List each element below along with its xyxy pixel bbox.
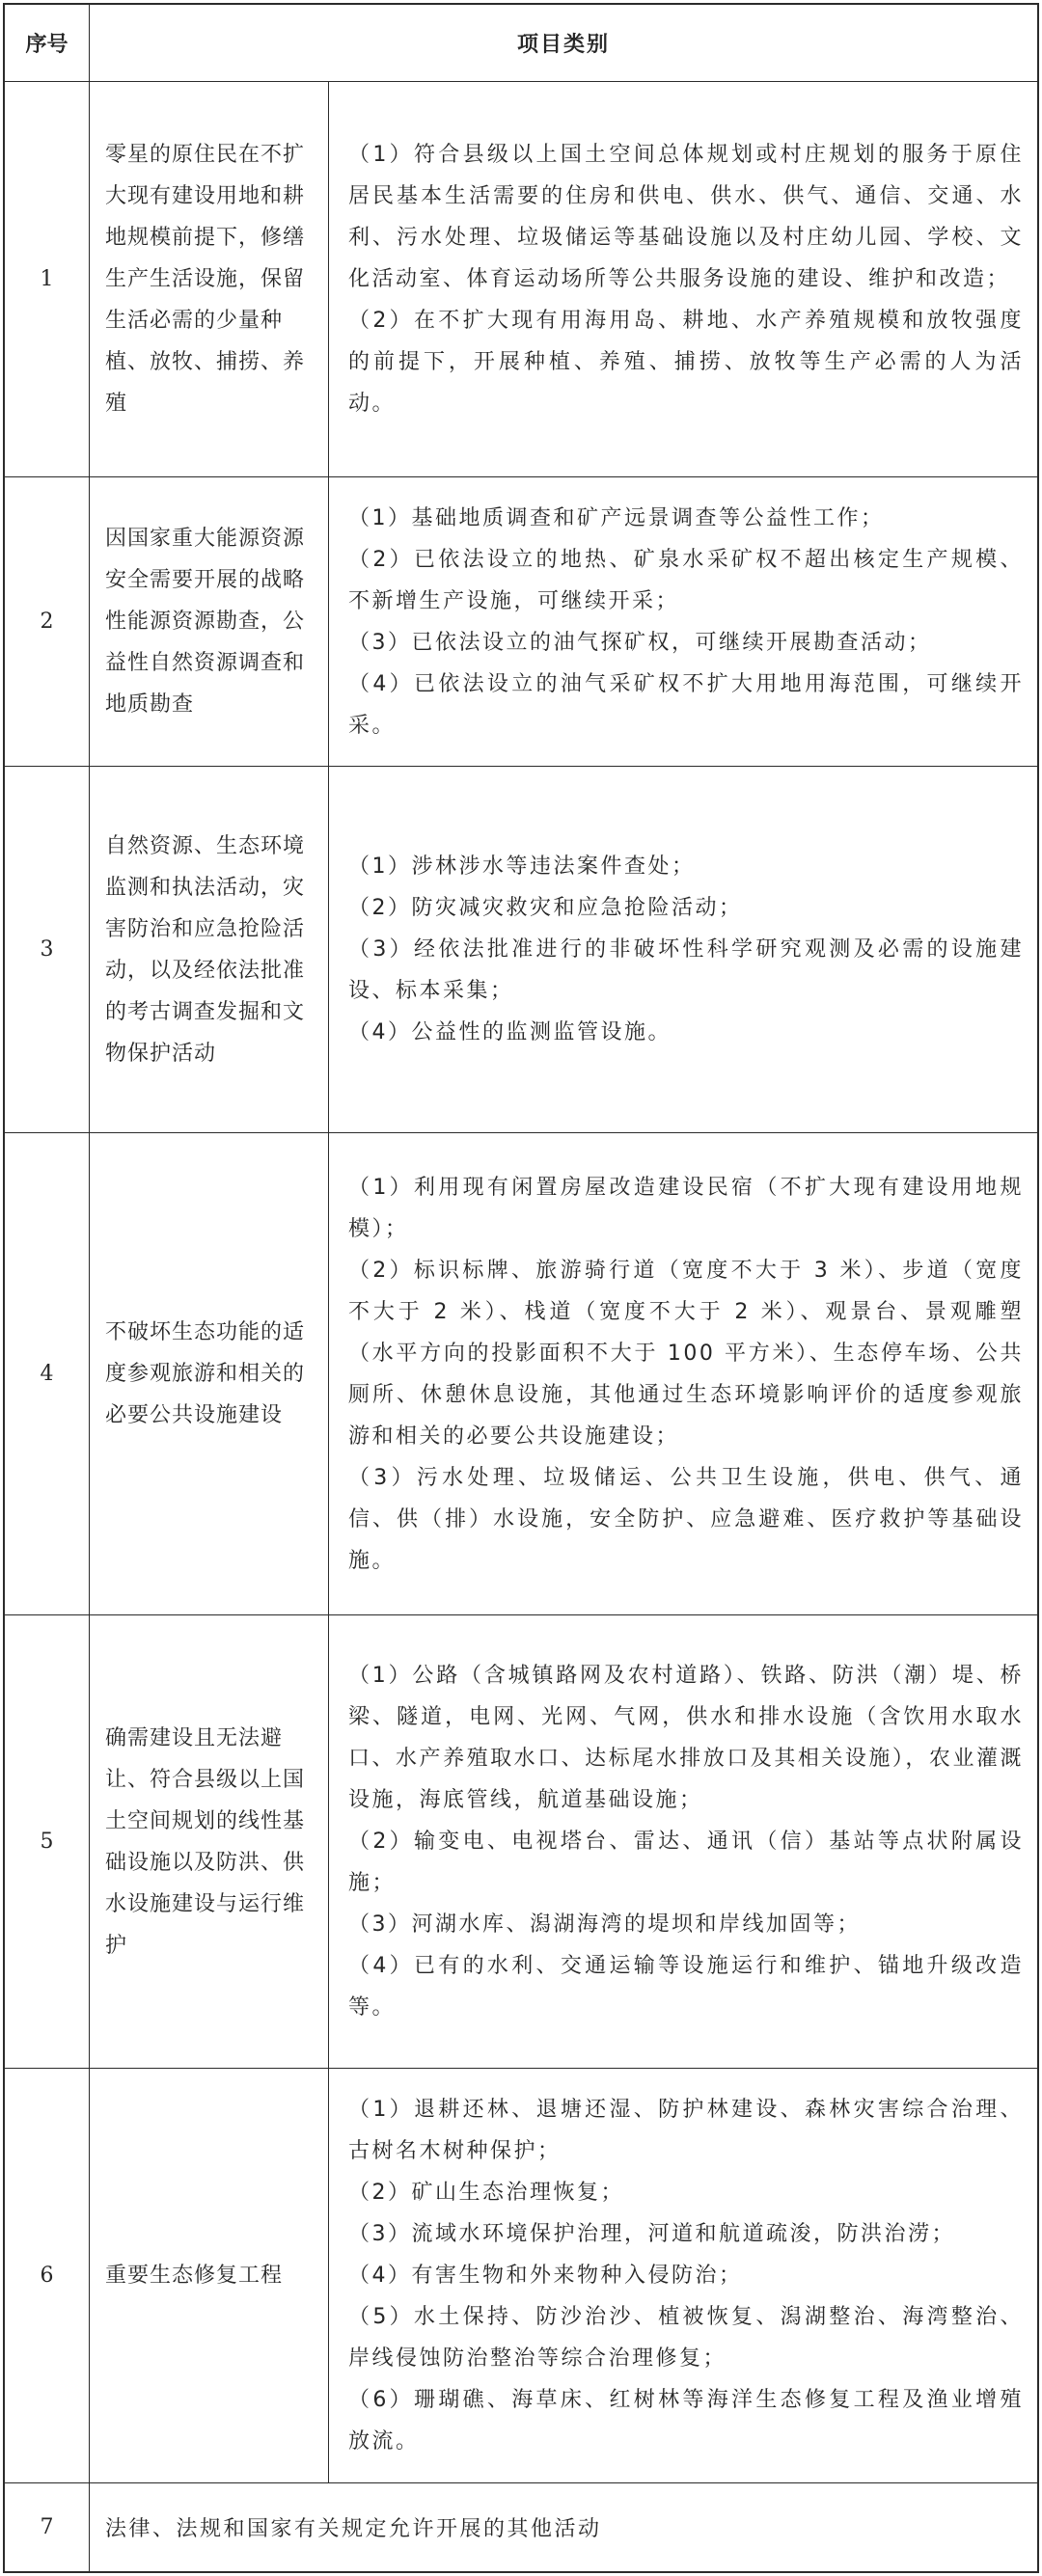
table-row	[5, 2069, 1037, 2483]
category-text: 因国家重大能源资源安全需要开展的战略性能源资源勘查，公益性自然资源调查和地质勘查	[105, 527, 306, 717]
category-text: 重要生态修复工程	[105, 2264, 284, 2288]
item-line: （5）水土保持、防沙治沙、植被恢复、潟湖整治、海湾整治、岸线侵蚀防治整治等综合治理修复；	[348, 2305, 1024, 2371]
item-line: （1）退耕还林、退塘还湿、防护林建设、森林灾害综合治理、古树名木树种保护；	[348, 2098, 1024, 2163]
row-category	[90, 82, 329, 476]
item-line: （3）已依法设立的油气探矿权，可继续开展勘查活动；	[348, 630, 932, 655]
item-line: （4）公益性的监测监管设施。	[348, 1020, 672, 1044]
header-num: 序号	[5, 5, 90, 81]
row-number: 7	[5, 2483, 90, 2571]
row-number: 2	[5, 477, 90, 766]
row-category	[90, 1615, 329, 2068]
item-line: （1）符合县级以上国土空间总体规划或村庄规划的服务于原住居民基本生活需要的住房和供电、供水、供气、通信、交通、水利、污水处理、垃圾储运等基础设施以及村庄幼儿园、学校、文化活动室、体育运动场所等公共服务设施的建设、维护和改造；	[348, 143, 1024, 291]
item-line: （1）公路（含城镇路网及农村道路）、铁路、防洪（潮）堤、桥梁、隧道，电网、光网、气网，供水和排水设施（含饮用水取水口、水产养殖取水口、达标尾水排放口及其相关设施），农业灌溉设施，海底管线，航道基础设施；	[348, 1664, 1024, 1812]
item-line: （2）已依法设立的地热、矿泉水采矿权不超出核定生产规模、不新增生产设施，可继续开采；	[348, 547, 1024, 613]
item-line: （1）涉林涉水等违法案件查处；	[348, 854, 696, 879]
category-text: 自然资源、生态环境监测和执法活动，灾害防治和应急抢险活动，以及经依法批准的考古调查发掘和文物保护活动	[105, 833, 306, 1066]
item-line: （4）有害生物和外来物种入侵防治；	[348, 2264, 743, 2288]
item-line: （1）利用现有闲置房屋改造建设民宿（不扩大现有建设用地规模）；	[348, 1175, 1024, 1241]
item-line: （2）标识标牌、旅游骑行道（宽度不大于 3 米）、步道（宽度不大于 2 米）、栈道（宽度不大于 2 米）、观景台、景观雕塑（水平方向的投影面积不大于 100 平方米）、生态停车场、公共厕所、休憩休息设施，其他通过生态环境影响评价的适度参观旅游和相关的必要公共设施建设；	[348, 1258, 1024, 1449]
item-line: （2）防灾减灾救灾和应急抢险活动；	[348, 896, 743, 920]
row-items	[329, 2069, 1037, 2482]
table-row	[5, 82, 1037, 477]
row-category-span: 法律、法规和国家有关规定允许开展的其他活动	[105, 2517, 602, 2541]
item-line: （3）流域水环境保护治理，河道和航道疏浚，防洪治涝；	[348, 2222, 955, 2246]
item-line: （2）矿山生态治理恢复；	[348, 2181, 624, 2205]
activity-table	[3, 3, 1039, 2573]
row-items	[329, 82, 1037, 476]
item-line: （3）经依法批准进行的非破坏性科学研究观测及必需的设施建设、标本采集；	[348, 937, 1024, 1003]
row-number: 1	[5, 82, 90, 476]
category-text: 确需建设且无法避让、符合县级以上国土空间规划的线性基础设施以及防洪、供水设施建设与运行维护	[105, 1725, 306, 1958]
item-line: （2）在不扩大现有用海用岛、耕地、水产养殖规模和放牧强度的前提下，开展种植、养殖、捕捞、放牧等生产必需的人为活动。	[348, 309, 1024, 416]
item-line: （4）已依法设立的油气采矿权不扩大用地用海范围，可继续开采。	[348, 671, 1024, 738]
row-items	[329, 767, 1037, 1132]
table-row	[5, 767, 1037, 1133]
row-items	[329, 477, 1037, 766]
row-number: 3	[5, 767, 90, 1132]
item-line: （6）珊瑚礁、海草床、红树林等海洋生态修复工程及渔业增殖放流。	[348, 2388, 1024, 2454]
row-number: 6	[5, 2069, 90, 2482]
item-line: （2）输变电、电视塔台、雷达、通讯（信）基站等点状附属设施；	[348, 1830, 1024, 1895]
row-items	[329, 1133, 1037, 1614]
table-row	[5, 2483, 1037, 2571]
row-items	[329, 1615, 1037, 2068]
header-category: 项目类别	[516, 33, 610, 57]
item-line: （1）基础地质调查和矿产远景调查等公益性工作；	[348, 505, 885, 530]
item-line: （3）河湖水库、潟湖海湾的堤坝和岸线加固等；	[348, 1912, 861, 1937]
item-line: （4）已有的水利、交通运输等设施运行和维护、锚地升级改造等。	[348, 1954, 1024, 2020]
row-number: 4	[5, 1133, 90, 1614]
category-text: 不破坏生态功能的适度参观旅游和相关的必要公共设施建设	[105, 1320, 306, 1427]
row-category	[90, 1133, 329, 1614]
table-row	[5, 477, 1037, 767]
item-line: （3）污水处理、垃圾储运、公共卫生设施，供电、供气、通信、供（排）水设施，安全防护、应急避难、医疗救护等基础设施。	[348, 1465, 1024, 1573]
row-category	[90, 2069, 329, 2482]
row-category	[90, 477, 329, 766]
table-row	[5, 1615, 1037, 2069]
row-number: 5	[5, 1615, 90, 2068]
row-category	[90, 767, 329, 1132]
category-text: 零星的原住民在不扩大现有建设用地和耕地规模前提下，修缮生产生活设施，保留生活必需的少量种植、放牧、捕捞、养殖	[105, 143, 306, 416]
table-header	[5, 5, 1037, 82]
table-row	[5, 1133, 1037, 1615]
